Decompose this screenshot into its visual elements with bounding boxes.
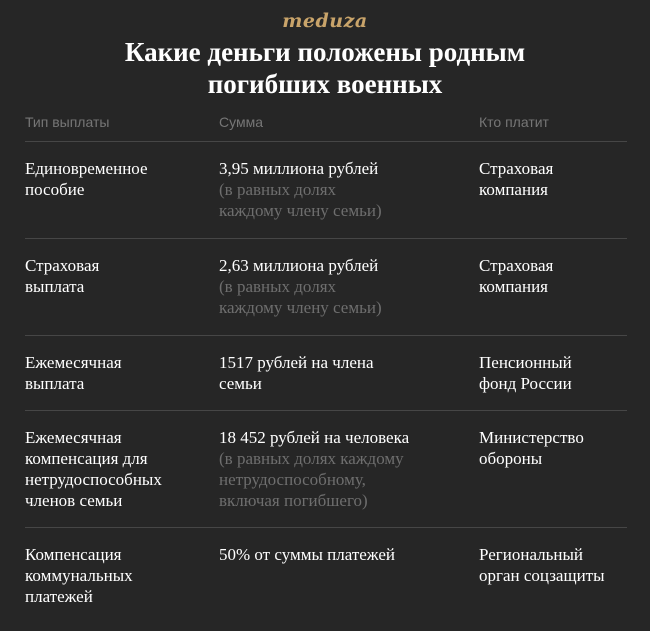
cell-type (25, 352, 205, 394)
header-type: Тип выплаты (25, 114, 110, 130)
line: Ежемесячная (25, 428, 122, 447)
line: компания (479, 180, 548, 199)
line: членов семьи (25, 491, 123, 510)
line: Компенсация (25, 545, 122, 564)
line: Единовременное (25, 159, 148, 178)
cell-payer (479, 544, 629, 586)
line: орган соцзащиты (479, 566, 605, 585)
line: нетрудоспособных (25, 470, 162, 489)
table-header (25, 112, 627, 142)
cell-payer (479, 352, 629, 394)
line: выплата (25, 277, 85, 296)
amount-note: (в равных долях (219, 180, 337, 199)
cell-amount (219, 544, 465, 565)
table-row (25, 411, 627, 528)
header-amount: Сумма (219, 114, 263, 130)
table-row (25, 239, 627, 336)
table-row (25, 528, 627, 624)
line: фонд России (479, 374, 572, 393)
line: 1517 рублей на члена (219, 353, 374, 372)
line: Страховая (25, 256, 100, 275)
amount-note: (в равных долях каждому (219, 449, 404, 468)
line: платежей (25, 587, 93, 606)
cell-payer (479, 158, 629, 200)
amount-note: включая погибшего) (219, 491, 368, 510)
cell-type (25, 158, 205, 200)
page-title (20, 36, 630, 100)
line: компания (479, 277, 548, 296)
line: выплата (25, 374, 85, 393)
line: 3,95 миллиона рублей (219, 159, 379, 178)
line: Министерство (479, 428, 584, 447)
amount-note: (в равных долях (219, 277, 337, 296)
line: Пенсионный (479, 353, 572, 372)
title-line: Какие деньги положены родным (124, 37, 526, 67)
line: 2,63 миллиона рублей (219, 256, 379, 275)
line: Ежемесячная (25, 353, 122, 372)
line: Страховая (479, 159, 554, 178)
amount-note: каждому члену семьи) (219, 201, 382, 220)
cell-amount (219, 352, 465, 394)
cell-type (25, 255, 205, 297)
table-row (25, 142, 627, 239)
header-payer: Кто платит (479, 114, 549, 130)
cell-amount (219, 427, 465, 511)
payments-table (25, 112, 627, 624)
table-row (25, 336, 627, 411)
line: Региональный (479, 545, 583, 564)
cell-payer (479, 427, 629, 469)
cell-amount (219, 158, 465, 221)
amount-note: нетрудоспособному, (219, 470, 366, 489)
cell-payer (479, 255, 629, 297)
line: коммунальных (25, 566, 133, 585)
line: 50% от суммы платежей (219, 545, 395, 564)
cell-amount (219, 255, 465, 318)
cell-type (25, 427, 205, 511)
meduza-logo[interactable]: meduza (282, 10, 368, 32)
line: обороны (479, 449, 543, 468)
line: пособие (25, 180, 85, 199)
line: 18 452 рублей на человека (219, 428, 410, 447)
line: Страховая (479, 256, 554, 275)
line: компенсация для (25, 449, 148, 468)
title-line: погибших военных (207, 69, 443, 99)
cell-type (25, 544, 205, 607)
amount-note: каждому члену семьи) (219, 298, 382, 317)
line: семьи (219, 374, 262, 393)
